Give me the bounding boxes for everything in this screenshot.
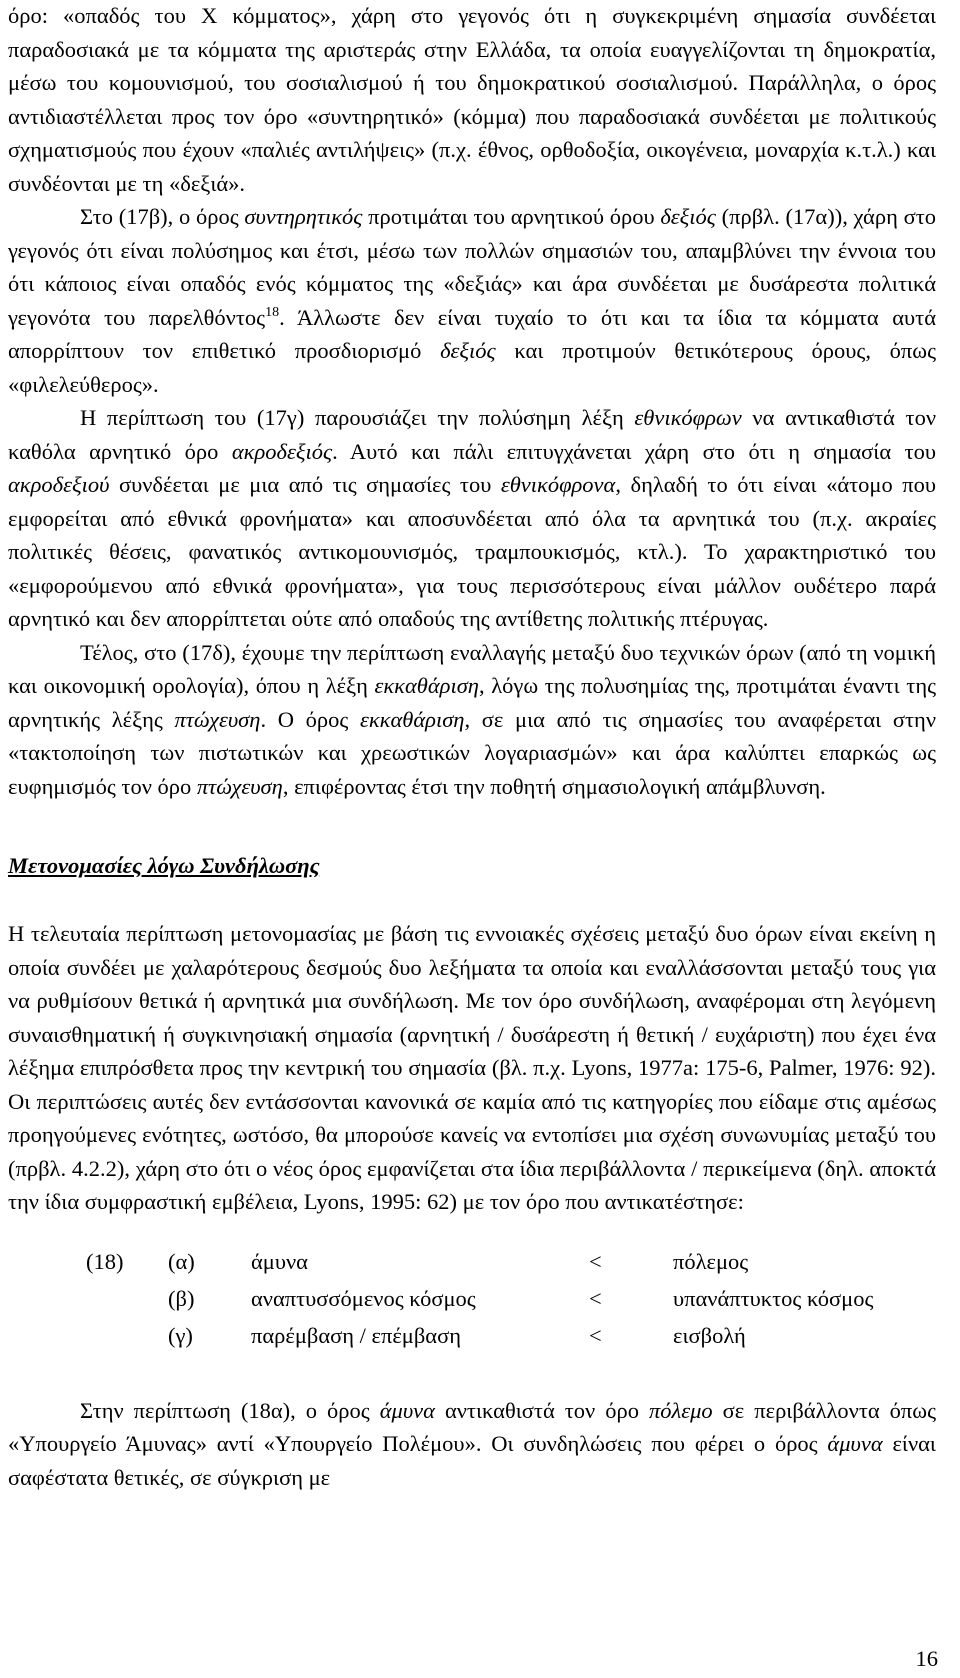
italic-term: ακροδεξιού <box>8 472 110 497</box>
italic-term: πτώχευση <box>196 773 283 799</box>
paragraph-18a <box>8 1394 936 1495</box>
example-row <box>8 1249 936 1285</box>
text-run: είναι σαφέστατα θετικές, σε σύγκριση με <box>8 1431 936 1490</box>
document-page <box>8 0 936 1494</box>
italic-term: συντηρητικός <box>244 204 363 229</box>
italic-term: δεξιός <box>660 204 716 229</box>
text-run: Στο (17β), ο όρος <box>80 204 245 229</box>
paragraph-continuation <box>8 0 936 200</box>
italic-term: ακροδεξιός <box>231 438 333 464</box>
italic-term: εθνικόφρων <box>634 405 742 430</box>
example-letter: (β) <box>168 1285 195 1311</box>
text-run: σε περιβάλλοντα όπως «Υπουργείο Άμυνας» αντί «Υπουργείο Πολέμου». Οι συνδηλώσεις που φέρει ο όρος <box>8 1397 936 1456</box>
italic-term: εκκαθάριση <box>360 706 465 732</box>
paragraph-17b <box>8 200 936 401</box>
text-run: , επιφέροντας έτσι την ποθητή σημασιολογική απάμβλυνση. <box>282 773 826 799</box>
section-heading: Μετονομασίες λόγω Συνδήλωσης <box>8 853 320 878</box>
text-run: συνδέεται με μια από τις σημασίες του <box>109 472 501 497</box>
example-operator: < <box>589 1248 602 1274</box>
example-row <box>8 1323 936 1359</box>
text-run: , σε μια από τις σημασίες του αναφέρεται στην «τακτοποίηση των πιστωτικών και χρεωστικών λογαριασμών» και άρα καλύπτει επαρκώς ως ευφημισμός τον όρο <box>8 706 936 799</box>
paragraph-17d <box>8 636 936 804</box>
footnote-reference[interactable]: 18 <box>265 304 280 320</box>
text-run: να αντικαθιστά τον καθόλα αρνητικό όρο <box>8 405 936 464</box>
text-run: , λόγω της πολυσημίας της, προτιμάται έναντι της αρνητικής λέξης <box>8 673 937 732</box>
italic-term: πόλεμο <box>648 1397 713 1423</box>
example-new-term: αναπτυσσόμενος κόσμος <box>251 1285 476 1311</box>
page-number: 16 <box>915 1646 938 1671</box>
paragraph-connotation <box>8 917 936 1219</box>
example-letter: (γ) <box>168 1322 193 1348</box>
italic-term: εκκαθάριση <box>374 673 479 698</box>
example-number: (18) <box>86 1248 124 1274</box>
example-old-term: υπανάπτυκτος κόσμος <box>673 1285 874 1311</box>
example-old-term: εισβολή <box>673 1322 746 1348</box>
text-run: (πρβλ. (17α)), χάρη στο γεγονός ότι είναι πολύσημος και έτσι, μέσω των πολλών σημασιών του, απαμβλύνει την έννοια του ότι κάποιος είναι οπαδός ενός κόμματος της «δεξιάς» και άρα συνδέεται με δυσάρεστα πολιτικά γεγονότα του παρελθόντος <box>8 204 936 330</box>
text-run: Στην περίπτωση (18α), ο όρος <box>80 1397 380 1423</box>
example-row <box>8 1286 936 1322</box>
example-operator: < <box>589 1285 602 1311</box>
italic-term: άμυνα <box>379 1397 435 1423</box>
italic-term: πτώχευση <box>174 706 261 732</box>
text-run: προτιμάται του αρνητικού όρου <box>362 204 661 229</box>
text-run: και προτιμούν θετικότερους όρους, όπως «φιλελεύθερος». <box>8 338 936 397</box>
italic-term: άμυνα <box>827 1431 883 1456</box>
text-run: Η τελευταία περίπτωση μετονομασίας με βάση τις εννοιακές σχέσεις μεταξύ δυο όρων είναι εκείνη η οποία συνδέει με χαλαρότερους δεσμούς δυο λεξήματα τα οποία και εναλλάσσονται μεταξύ τους για να ρυθμίσουν θετικά ή αρνητικά μια συνδήλωση. Με τον όρο συνδήλωση, αναφέρομαι στη λεγόμενη συναισθηματική ή συγκινησιακή σημασία (αρνητική / δυσάρεστη ή θετική / ευχάριστη) που έχει ένα λέξημα επιπρόσθετα προς την κεντρική του σημασία (βλ. π.χ. Lyons, 1977a: 175-6, Palmer, 1976: 92). Οι περιπτώσεις αυτές δεν εντάσσονται κανονικά σε καμία από τις κατηγορίες που είδαμε στις αμέσως προηγούμενες ενότητες, ωστόσο, θα μπορούσε κανείς να εντοπίσει μια σχέση συνωνυμίας μεταξύ του (πρβλ. 4.2.2), χάρη στο ότι ο νέος όρος εμφανίζεται στα ίδια περιβάλλοντα / περικείμενα (δηλ. αποκτά την ίδια συμφραστική εμβέλεια, Lyons, 1995: 62) με τον όρο που αντικατέστησε: <box>8 921 936 1214</box>
paragraph-text: όρο: «οπαδός του Χ κόμματος», χάρη στο γεγονός ότι η συγκεκριμένη σημασία συνδέεται παραδοσιακά με τα κόμματα της αριστεράς στην Ελλάδα, τα οποία ευαγγελίζονται τη δημοκρατία, μέσω του κομουνισμού, του σοσιαλισμού ή του δημοκρατικού σοσιαλισμού. Παράλληλα, ο όρος αντιδιαστέλλεται προς τον όρο «συντηρητικό» (κόμμα) που παραδοσιακά συνδέεται με πολιτικούς σχηματισμούς που έχουν «παλιές αντιλήψεις» (π.χ. έθνος, ορθοδοξία, οικογένεια, μοναρχία κ.τ.λ.) και συνδέονται με τη «δεξιά». <box>8 3 936 196</box>
example-operator: < <box>589 1322 602 1348</box>
text-run: . Άλλωστε δεν είναι τυχαίο το ότι και τα ίδια τα κόμματα αυτά απορρίπτουν τον επιθετικό προσδιορισμό <box>8 304 936 363</box>
text-run: . Ο όρος <box>260 706 360 732</box>
example-letter: (α) <box>168 1248 195 1274</box>
text-run: . Αυτό και πάλι επιτυγχάνεται χάρη στο ότι η σημασία του <box>332 438 936 464</box>
italic-term: εθνικόφρονα <box>500 472 616 497</box>
example-18 <box>8 1249 936 1361</box>
text-run: , δηλαδή το ότι είναι «άτομο που εμφορείται από εθνικά φρονήματα» και αποσυνδέεται από όλα τα αρνητικά του (π.χ. ακραίες πολιτικές θέσεις, φανατικός αντικομουνισμός, τραμπουκισμός, κτλ.). Το χαρακτηριστικό του «εμφορούμενου από εθνικά φρονήματα», για τους περισσότερους είναι μάλλον ουδέτερο παρά αρνητικό και δεν απορρίπτεται ούτε από οπαδούς της αντίθετης πολιτικής πτέρυγας. <box>8 472 936 631</box>
example-old-term: πόλεμος <box>673 1248 749 1274</box>
example-new-term: άμυνα <box>251 1248 308 1274</box>
text-run: Τέλος, στο (17δ), έχουμε την περίπτωση εναλλαγής μεταξύ δυο τεχνικών όρων (από τη νομική και οικονομική ορολογία), όπου η λέξη <box>8 639 936 698</box>
example-new-term: παρέμβαση / επέμβαση <box>251 1322 461 1348</box>
paragraph-17c <box>8 401 936 636</box>
italic-term: δεξιός <box>440 338 496 363</box>
text-run: Η περίπτωση του (17γ) παρουσιάζει την πολύσημη λέξη <box>80 405 635 430</box>
text-run: αντικαθιστά τον όρο <box>434 1397 649 1423</box>
